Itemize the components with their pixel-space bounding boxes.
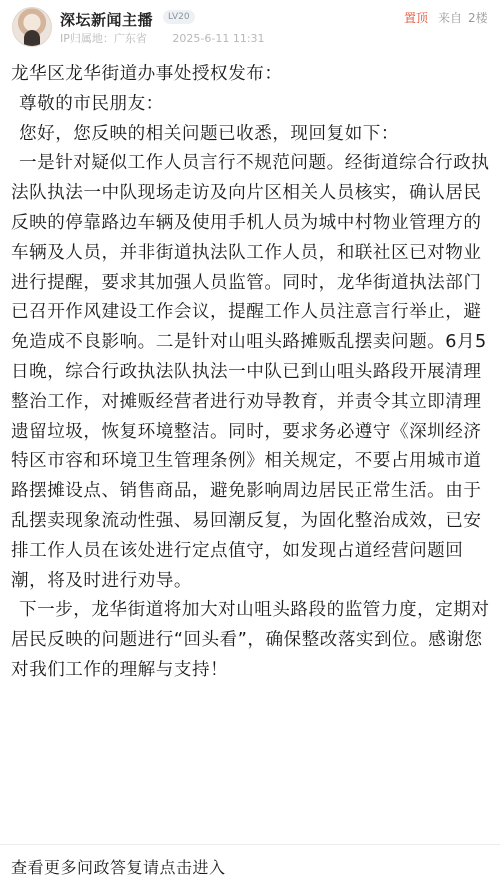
pinned-label: 置顶 bbox=[404, 11, 429, 25]
reply-paragraph-main: 一是针对疑似工作人员言行不规范问题。经街道综合行政执法队执法一中队现场走访及向片区相关人员核实，确认居民反映的停靠路边车辆及使用手机人员为城中村物业管理方的车辆及人员，并非街道执法队工作人员，和联社区已对物业进行提醒，要求其加强人员监管。同时，龙华街道执法部门已召开作风建设工作会议，提醒工作人员注意言行举止，避免造成不良影响。二是针对山咀头路摊贩乱摆卖问题。6月5日晚，综合行政执法队执法一中队已到山咀头路段开展清理整治工作，对摊贩经营者进行劝导教育，并责令其立即清理遗留垃圾，恢复环境整洁。同时，要求务必遵守《深圳经济特区市容和环境卫生管理条例》相关规定，不要占用城市道路摆摊设点、销售商品，避免影响周边居民正常生活。由于乱摆卖现象流动性强、易回潮反复，为固化整治成效，已安排工作人员在该处进行定点值守，如发现占道经营问题回潮，将及时进行劝导。 bbox=[11, 153, 490, 591]
post-header bbox=[0, 0, 500, 52]
post-meta bbox=[60, 30, 273, 46]
ip-location: IP归属地：广东省 bbox=[60, 32, 147, 45]
post-title-line: 龙华区龙华街道办事处授权发布： bbox=[11, 64, 283, 84]
level-badge: LV20 bbox=[163, 10, 195, 24]
floor-number: 2楼 bbox=[468, 11, 488, 25]
floor-info bbox=[438, 9, 488, 26]
opening-line: 您好，您反映的相关问题已收悉，现回复如下： bbox=[19, 123, 399, 144]
author-label: 来自 bbox=[438, 11, 463, 25]
more-replies-link[interactable]: 查看更多问政答复请点击进入 bbox=[11, 858, 226, 877]
post-body bbox=[11, 60, 493, 686]
divider bbox=[0, 844, 500, 845]
avatar-figure bbox=[24, 30, 40, 47]
post-date: 2025-6-11 11:31 bbox=[172, 32, 265, 45]
reply-paragraph-closing: 下一步，龙华街道将加大对山咀头路段的监管力度，定期对居民反映的问题进行“回头看”，确保整改落实到位。感谢您对我们工作的理解与支持！ bbox=[11, 600, 490, 680]
greeting: 尊敬的市民朋友： bbox=[19, 93, 164, 114]
avatar[interactable] bbox=[12, 7, 52, 47]
author-name[interactable]: 深坛新闻主播 bbox=[60, 11, 154, 29]
